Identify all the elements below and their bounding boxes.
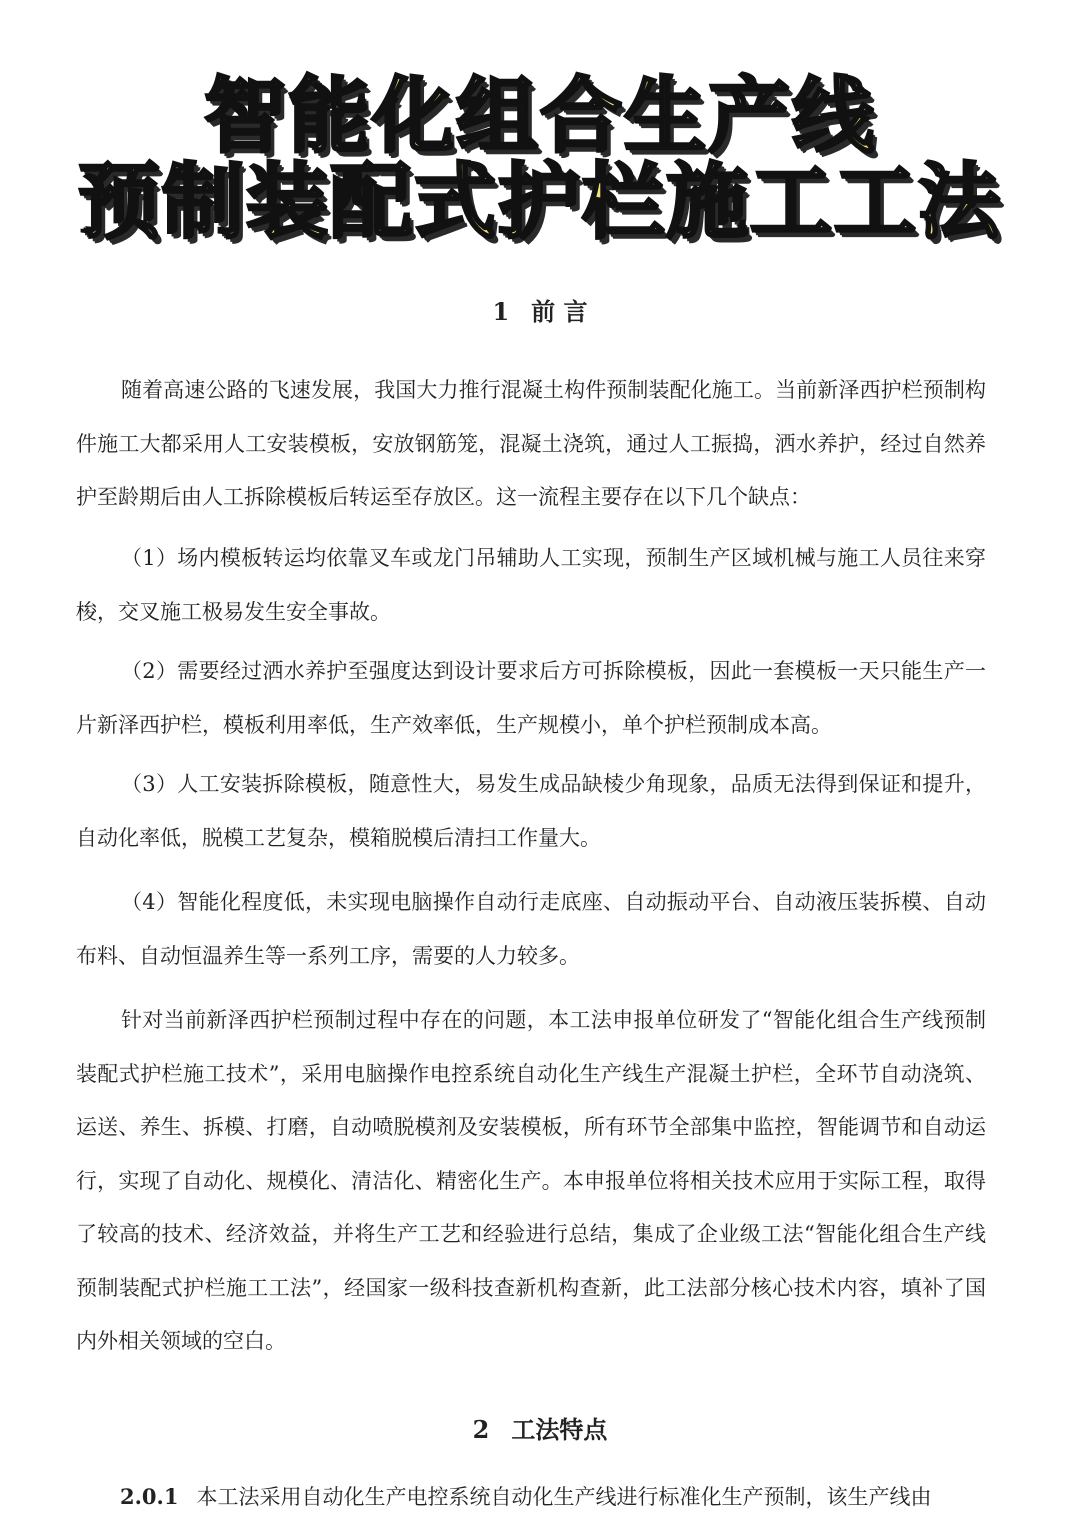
section-heading-2	[0, 1410, 1080, 1445]
section-1-number: 1	[492, 297, 510, 326]
document-title	[0, 69, 1080, 250]
section-2-label: 工法特点	[511, 1415, 608, 1444]
section-2-number: 2	[472, 1415, 490, 1444]
paragraph-item-4: （4）智能化程度低，未实现电脑操作自动行走底座、自动振动平台、自动液压装拆模、自动布料、自动恒温养生等一系列工序，需要的人力较多。	[76, 890, 986, 968]
section-heading-1	[0, 292, 1080, 327]
clause-number: 2.0.1	[120, 1484, 179, 1509]
paragraph-intro: 随着高速公路的飞速发展，我国大力推行混凝土构件预制装配化施工。当前新泽西护栏预制构件施工大都采用人工安装模板，安放钢筋笼，混凝土浇筑，通过人工振捣，洒水养护，经过自然养护至龄期后由人工拆除模板后转运至存放区。这一流程主要存在以下几个缺点：	[76, 378, 986, 509]
paragraph-item-2: （2）需要经过洒水养护至强度达到设计要求后方可拆除模板，因此一套模板一天只能生产一片新泽西护栏，模板利用率低，生产效率低，生产规模小，单个护栏预制成本高。	[76, 659, 986, 737]
paragraph-2-0-1	[120, 1470, 986, 1525]
paragraph-item-1: （1）场内模板转运均依靠叉车或龙门吊辅助人工实现，预制生产区域机械与施工人员往来穿梭，交叉施工极易发生安全事故。	[76, 546, 986, 624]
title-line-2: 预制装配式护栏施工工法	[77, 155, 1002, 250]
clause-text: 本工法采用自动化生产电控系统自动化生产线进行标准化生产预制，该生产线由	[196, 1485, 932, 1509]
paragraph-summary: 针对当前新泽西护栏预制过程中存在的问题，本工法申报单位研发了“智能化组合生产线预制装配式护栏施工技术”，采用电脑操作电控系统自动化生产线生产混凝土护栏，全环节自动浇筑、运送、养生、拆模、打磨，自动喷脱模剂及安装模板，所有环节全部集中监控，智能调节和自动运行，实现了自动化、规模化、清洁化、精密化生产。本申报单位将相关技术应用于实际工程，取得了较高的技术、经济效益，并将生产工艺和经验进行总结，集成了企业级工法“智能化组合生产线预制装配式护栏施工工法”，经国家一级科技查新机构查新，此工法部分核心技术内容，填补了国内外相关领域的空白。	[76, 1008, 986, 1353]
paragraph-item-3: （3）人工安装拆除模板，随意性大，易发生成品缺棱少角现象，品质无法得到保证和提升，自动化率低，脱模工艺复杂，模箱脱模后清扫工作量大。	[76, 772, 986, 850]
section-1-label: 前 言	[531, 297, 588, 326]
title-line-1: 智能化组合生产线	[203, 69, 876, 164]
